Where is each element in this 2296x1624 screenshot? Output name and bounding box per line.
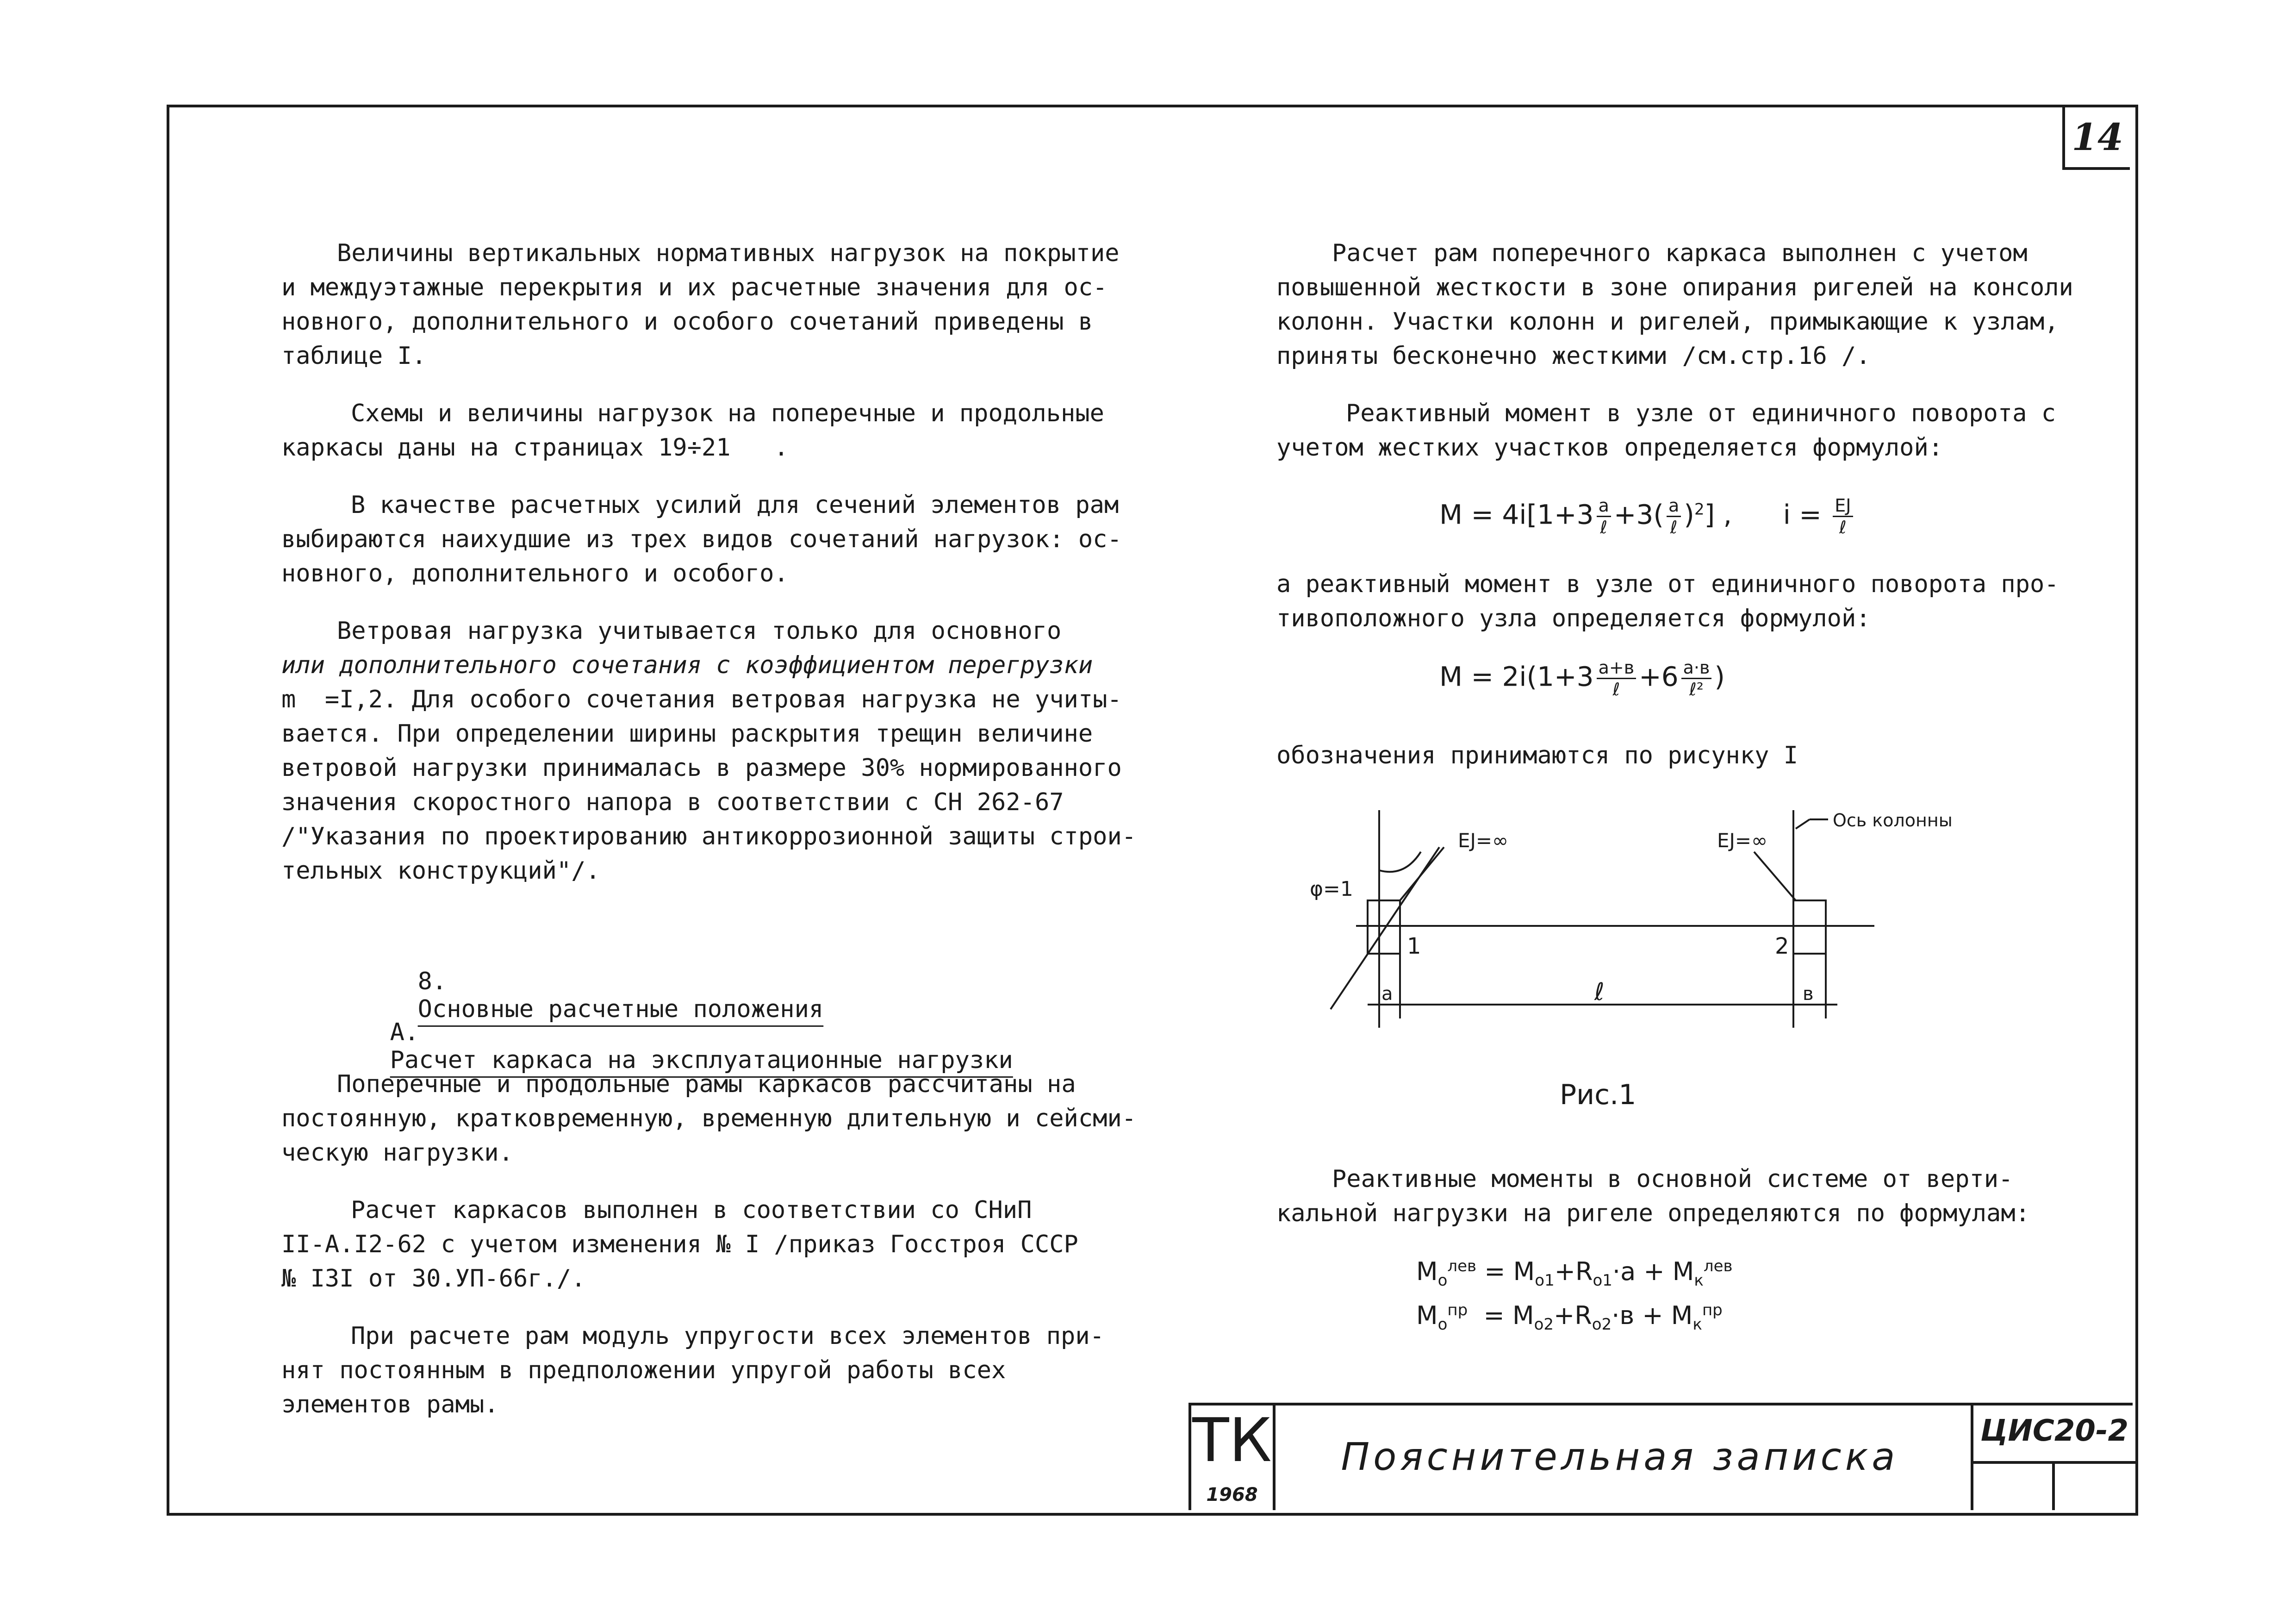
paragraph-line: /"Указания по проектированию антикоррозионной защиты строи- bbox=[281, 823, 1137, 850]
formula-reactive-moment-2: M = 2i(1+3 $\frac{a+в}{\text{ℓ}}$ +6 $\frac{a\cdot в}{\text{ℓ²}}$ ) bbox=[1439, 657, 1725, 700]
figure-caption: Рис.1 bbox=[1560, 1079, 1636, 1111]
paragraph-line: повышенной жесткости в зоне опирания ригелей на консоли bbox=[1276, 274, 2073, 301]
right-column-mid bbox=[1276, 567, 2059, 636]
paragraph-line: обозначения принимаются по рисунку I bbox=[1276, 742, 1798, 769]
paragraph-line: Реактивные моменты в основной системе от верти- bbox=[1332, 1165, 2013, 1193]
paragraph-line: II-А.I2-62 с учетом изменения № I /приказ Госстроя СССР bbox=[281, 1230, 1078, 1258]
paragraph-line: Поперечные и продольные рамы каркасов рассчитаны на bbox=[337, 1070, 1076, 1098]
paragraph-line: ветровой нагрузки принималась в размере 30% нормированного bbox=[281, 754, 1122, 782]
paragraph-line: При расчете рам модуль упругости всех элементов при- bbox=[351, 1322, 1104, 1350]
axis-label: Ось колонны bbox=[1833, 810, 1953, 831]
ej-left-label: EJ=∞ bbox=[1458, 829, 1509, 852]
section-number: 8. bbox=[417, 968, 447, 995]
right-column-note bbox=[1276, 738, 1798, 773]
node-1-label: 1 bbox=[1407, 933, 1421, 959]
paragraph-line: Расчет каркасов выполнен в соответствии со СНиП bbox=[351, 1196, 1032, 1224]
paragraph-line: нят постоянным в предположении упругой работы всех bbox=[281, 1356, 1006, 1384]
paragraph-line: вается. При определении ширины раскрытия трещин величине bbox=[281, 720, 1093, 748]
formula-moment-left: $M_o^{лев} = M_{o1}+R_{o1}\cdot a + M_к^{лев}$ bbox=[1416, 1257, 1733, 1290]
phi-label: φ=1 bbox=[1310, 877, 1353, 901]
paragraph-line: № I3I от 30.УП-66г./. bbox=[281, 1265, 586, 1293]
left-column-lower bbox=[281, 1067, 1136, 1422]
paragraph-line: тивоположного узла определяется формулой: bbox=[1276, 605, 1871, 632]
paragraph-line: каркасы даны на страницах 19÷21 . bbox=[281, 434, 789, 462]
paragraph-line: постоянную, кратковременную, временную длительную и сейсми- bbox=[281, 1105, 1137, 1132]
ej-right-label: EJ=∞ bbox=[1717, 829, 1768, 852]
paragraph-line: Схемы и величины нагрузок на поперечные и продольные bbox=[351, 400, 1104, 427]
paragraph-line: Величины вертикальных нормативных нагрузок на покрытие bbox=[337, 239, 1120, 267]
ej-right-leader bbox=[1754, 852, 1796, 900]
paragraph-line: и междуэтажные перекрытия и их расчетные значения для ос- bbox=[281, 274, 1108, 301]
rotation-arc bbox=[1379, 852, 1421, 872]
paragraph-line: новного, дополнительного и особого. bbox=[281, 560, 789, 587]
paragraph-line: Реактивный момент в узле от единичного поворота с bbox=[1346, 400, 2056, 427]
right-node-rigid-zone bbox=[1793, 900, 1826, 954]
page-number: 14 bbox=[2062, 107, 2130, 170]
paragraph-line: m =I,2. Для особого сочетания ветровая нагрузка не учиты- bbox=[281, 686, 1122, 713]
ej-left-leader bbox=[1400, 847, 1444, 900]
paragraph-line: ческую нагрузки. bbox=[281, 1139, 513, 1167]
paragraph-line: значения скоростного напора в соответствии с СН 262-67 bbox=[281, 788, 1064, 816]
document-title: Пояснительная записка bbox=[1341, 1435, 1899, 1479]
dim-l-label: ℓ bbox=[1594, 978, 1605, 1006]
subsection-title: Расчет каркаса на эксплуатационные нагрузки bbox=[390, 1046, 1013, 1074]
paragraph-line: В качестве расчетных усилий для сечений элементов рам bbox=[351, 491, 1119, 519]
paragraph-line: выбираются наихудшие из трех видов сочетаний нагрузок: ос- bbox=[281, 525, 1122, 553]
paragraph-line: элементов рамы. bbox=[281, 1391, 499, 1418]
tk-box bbox=[1188, 1405, 1276, 1510]
formula-reactive-moment-1: M = 4i[1+3 $\frac{a}{\text{ℓ}}$ +3( $\frac{a}{\text{ℓ}}$ )$^2$] , i = $\frac{EJ}{\text{ℓ}}$ bbox=[1439, 495, 1856, 537]
paragraph-line: тельных конструкций"/. bbox=[281, 857, 600, 885]
left-column bbox=[281, 236, 1136, 888]
paragraph-line: таблице I. bbox=[281, 342, 427, 370]
code-box bbox=[1971, 1405, 2135, 1510]
right-column bbox=[1276, 236, 2073, 465]
subsection-heading bbox=[361, 991, 1013, 1074]
tk-year: 1968 bbox=[1206, 1484, 1258, 1505]
paragraph-line: учетом жестких участков определяется формулой: bbox=[1276, 434, 1943, 462]
paragraph-line: или дополнительного сочетания с коэффициентом перегрузки bbox=[281, 651, 1093, 679]
section-title: Основные расчетные положения bbox=[417, 995, 824, 1023]
paragraph-line: кальной нагрузки на ригеле определяются по формулам: bbox=[1276, 1199, 2030, 1227]
paragraph-line: приняты бесконечно жесткими /см.стр.16 /. bbox=[1276, 342, 1871, 370]
paragraph-line: Ветровая нагрузка учитывается только для основного bbox=[337, 617, 1062, 645]
node-2-label: 2 bbox=[1775, 933, 1789, 959]
dim-a-label: a bbox=[1381, 983, 1393, 1005]
paragraph-line: а реактивный момент в узле от единичного поворота про- bbox=[1276, 570, 2059, 598]
formula-moment-right: $M_o^{пр} = M_{o2}+R_{o2}\cdot в + M_к^{пр}$ bbox=[1416, 1301, 1723, 1334]
paragraph-line: Расчет рам поперечного каркаса выполнен с учетом bbox=[1332, 239, 2028, 267]
paragraph-line: колонн. Участки колонн и ригелей, примыкающие к узлам, bbox=[1276, 308, 2059, 336]
subsection-prefix: А. bbox=[390, 1018, 419, 1046]
dim-b-label: в bbox=[1803, 983, 1814, 1005]
right-column-lower bbox=[1276, 1162, 2030, 1230]
document-code: ЦИС20-2 bbox=[1980, 1414, 2129, 1448]
frame-diagram bbox=[1310, 810, 2004, 1051]
paragraph-line: новного, дополнительного и особого сочетаний приведены в bbox=[281, 308, 1093, 336]
tk-letters: ТК bbox=[1192, 1405, 1272, 1475]
